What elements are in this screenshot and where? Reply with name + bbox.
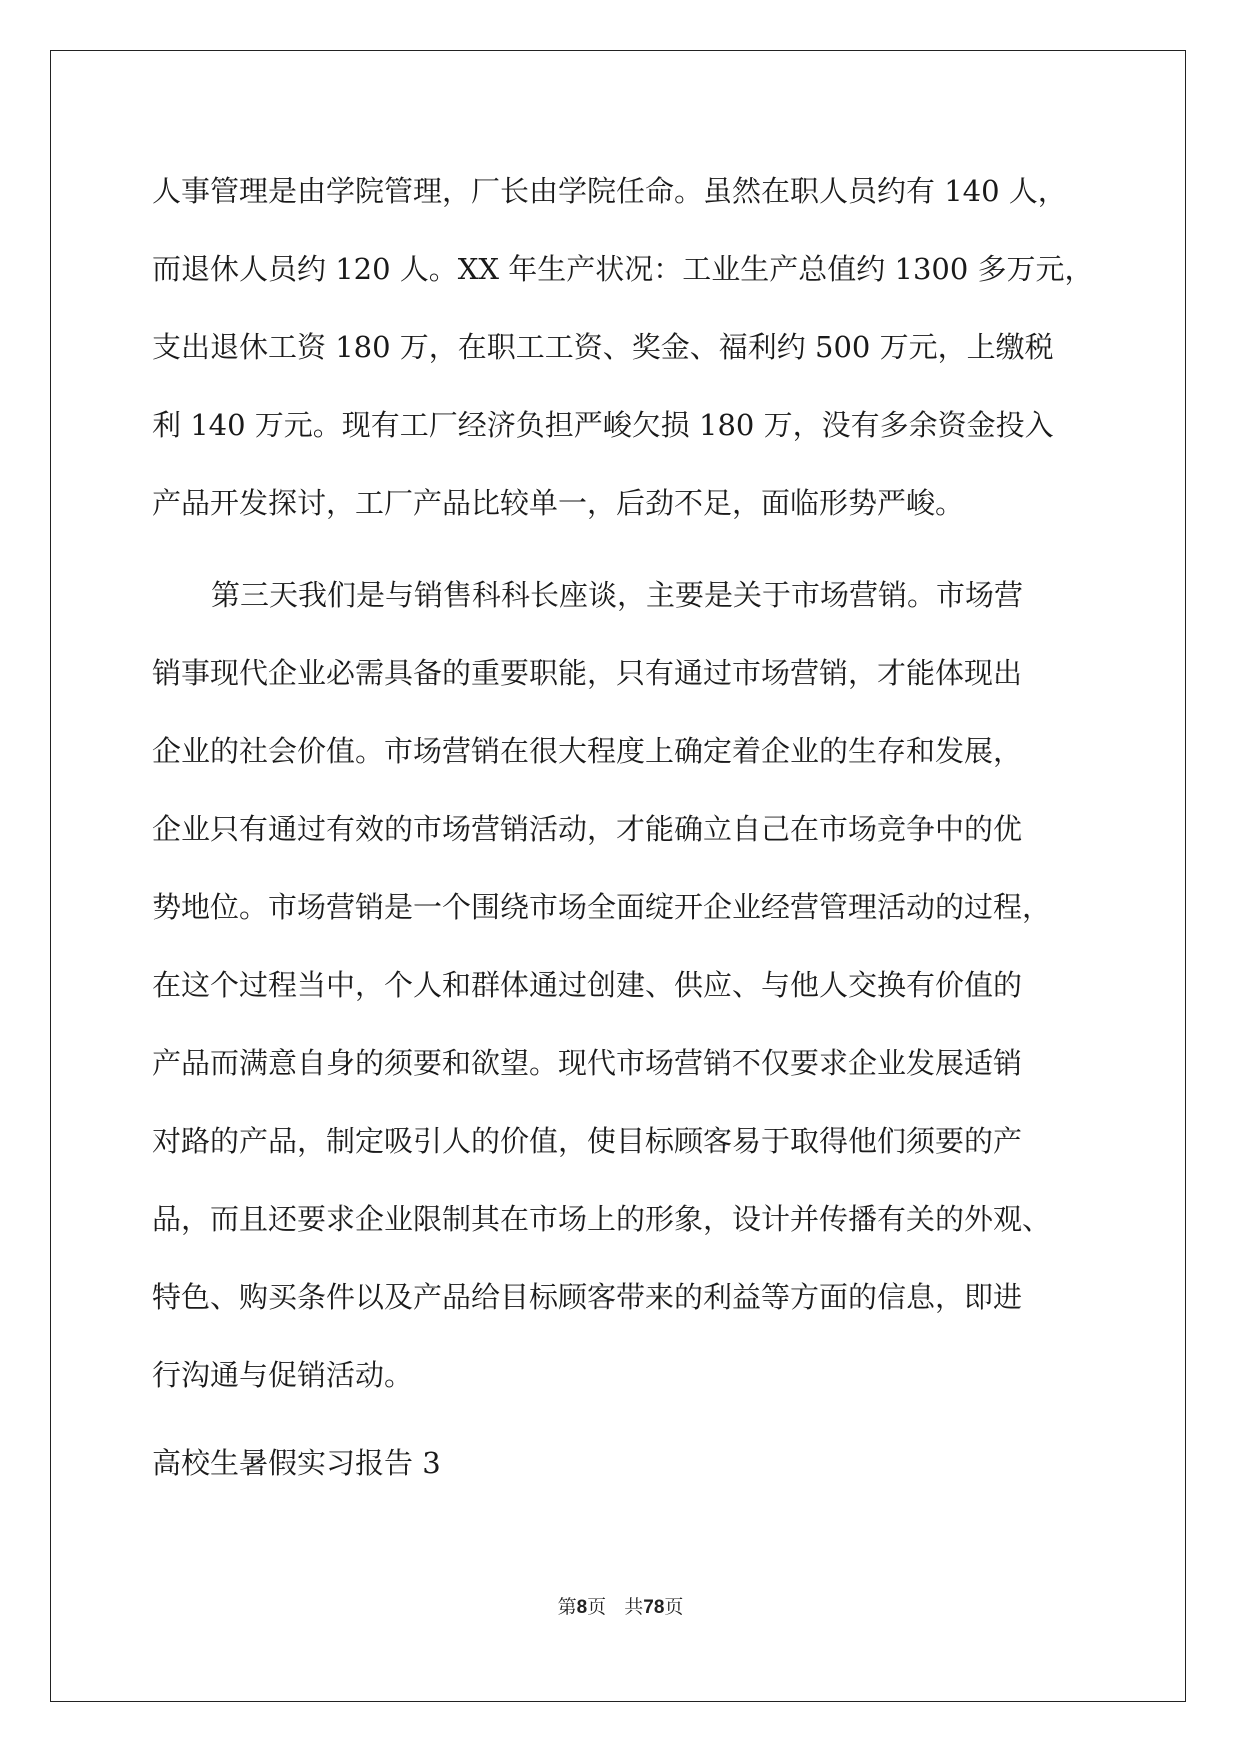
- text-line: 对路的产品，制定吸引人的价值，使目标顾客易于取得他们须要的产: [152, 1124, 1023, 1158]
- section-heading: 高校生暑假实习报告 3: [152, 1446, 441, 1480]
- footer-mid: 页 共: [587, 1596, 644, 1618]
- text-line: 行沟通与促销活动。: [152, 1358, 414, 1392]
- text-line: 企业只有通过有效的市场营销活动，才能确立自己在市场竞争中的优: [152, 812, 1023, 846]
- text-line: 品，而且还要求企业限制其在市场上的形象，设计并传播有关的外观、: [152, 1202, 1052, 1236]
- footer-prefix: 第: [557, 1596, 577, 1618]
- total-pages: 78: [643, 1597, 665, 1618]
- text-line: 特色、购买条件以及产品给目标顾客带来的利益等方面的信息，即进: [152, 1280, 1023, 1314]
- text-line: 势地位。市场营销是一个围绕市场全面绽开企业经营管理活动的过程，: [152, 890, 1052, 924]
- text-line: 第三天我们是与销售科科长座谈，主要是关于市场营销。市场营: [211, 578, 1024, 612]
- text-line: 产品而满意自身的须要和欲望。现代市场营销不仅要求企业发展适销: [152, 1046, 1023, 1080]
- text-line: 销事现代企业必需具备的重要职能，只有通过市场营销，才能体现出: [152, 656, 1023, 690]
- footer-suffix: 页: [664, 1596, 684, 1618]
- text-line: 利 140 万元。现有工厂经济负担严峻欠损 180 万，没有多余资金投入: [152, 408, 1054, 442]
- text-line: 人事管理是由学院管理，厂长由学院任命。虽然在职人员约有 140 人，: [152, 174, 1067, 208]
- text-line: 在这个过程当中，个人和群体通过创建、供应、与他人交换有价值的: [152, 968, 1023, 1002]
- text-line: 产品开发探讨，工厂产品比较单一，后劲不足，面临形势严峻。: [152, 486, 965, 520]
- page-footer: [0, 1594, 1241, 1621]
- text-line: 支出退休工资 180 万，在职工工资、奖金、福利约 500 万元，上缴税: [152, 330, 1054, 364]
- page-number: 8: [576, 1597, 588, 1618]
- text-line: 而退休人员约 120 人。XX 年生产状况：工业生产总值约 1300 多万元，: [152, 252, 1094, 286]
- text-line: 企业的社会价值。市场营销在很大程度上确定着企业的生存和发展，: [152, 734, 1023, 768]
